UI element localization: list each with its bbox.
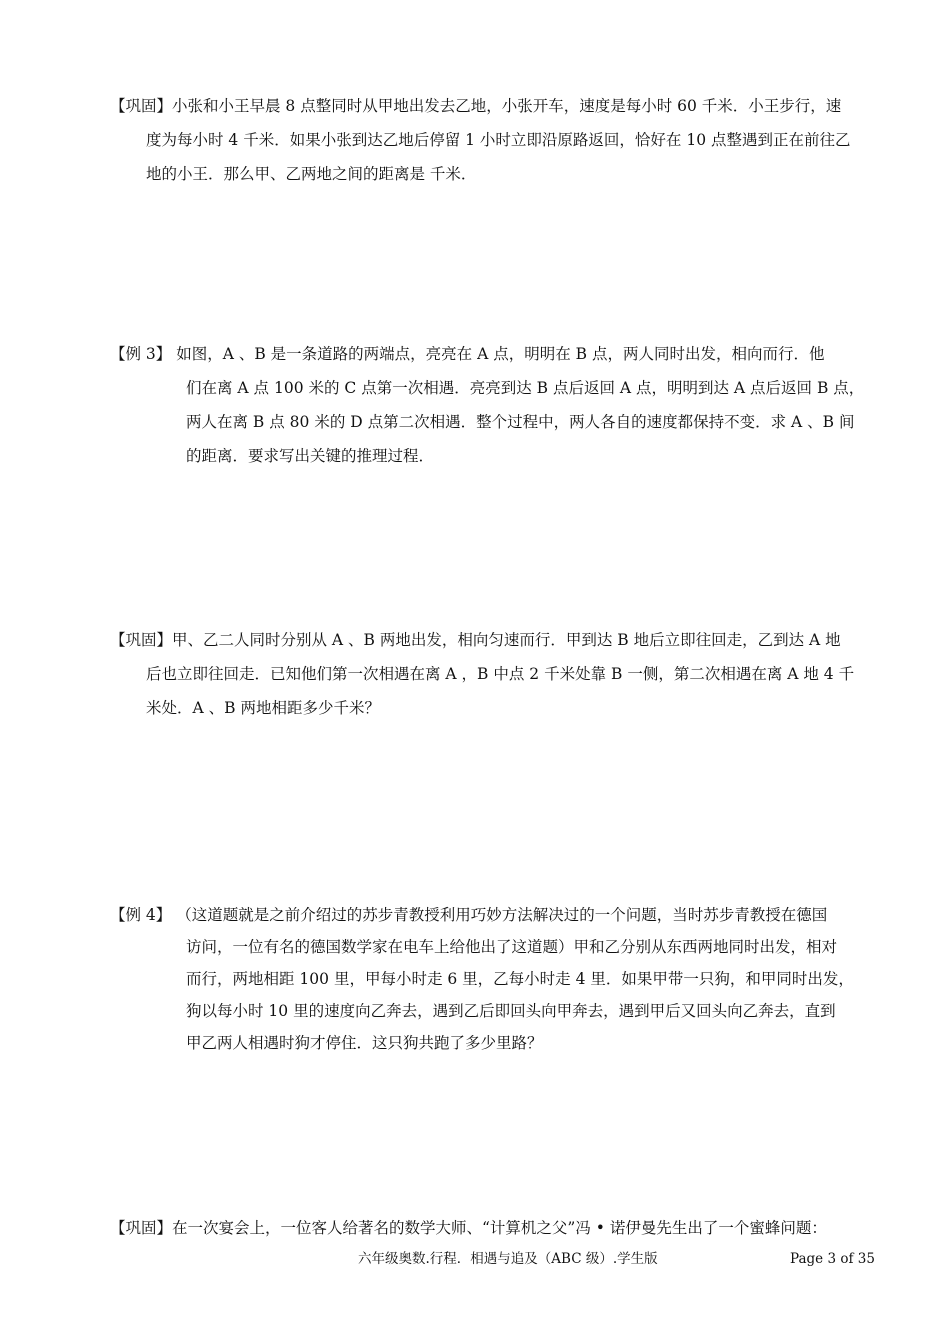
text-line: 而行，两地相距 100 里，甲每小时走 6 里，乙每小时走 4 里．如果甲带一只狗，和甲同时出发， (186, 970, 854, 988)
text-line: 度为每小时 4 千米．如果小张到达乙地后停留 1 小时立即沿原路返回，恰好在 10 点整遇到正在前往乙 (146, 131, 851, 149)
text-line: 【例 4】 （这道题就是之前介绍过的苏步青教授利用巧妙方法解决过的一个问题，当时苏步青教授在德国 (110, 906, 828, 924)
text-line: 狗以每小时 10 里的速度向乙奔去，遇到乙后即回头向甲奔去，遇到甲后又回头向乙奔去，直到 (186, 1002, 836, 1020)
text-line: 地的小王．那么甲、乙两地之间的距离是 千米． (146, 165, 477, 183)
text-line: 们在离 A 点 100 米的 C 点第一次相遇．亮亮到达 B 点后返回 A 点，明明到达 A 点后返回 B 点， (186, 379, 865, 397)
text-line: 访问，一位有名的德国数学家在电车上给他出了这道题）甲和乙分别从东西两地同时出发，相对 (186, 938, 838, 956)
text-line: 【巩固】小张和小王早晨 8 点整同时从甲地出发去乙地，小张开车，速度是每小时 60 千米．小王步行，速 (110, 97, 842, 115)
text-line: 两人在离 B 点 80 米的 D 点第二次相遇．整个过程中，两人各自的速度都保持不变．求 A 、B 间 (186, 413, 855, 431)
text-line: 后也立即往回走．已知他们第一次相遇在离 A ，B 中点 2 千米处靠 B 一侧，第二次相遇在离 A 地 4 千 (146, 665, 855, 683)
text-line: 【巩固】在一次宴会上，一位客人给著名的数学大师、“计算机之父”冯 • 诺伊曼先生出了一个蜜蜂问题： (110, 1219, 827, 1237)
footer-title: 六年级奥数.行程．相遇与追及（ABC 级）.学生版 (358, 1251, 658, 1267)
text-line: 的距离．要求写出关键的推理过程． (186, 447, 435, 465)
footer-page-number: Page 3 of 35 (790, 1251, 875, 1267)
text-line: 【例 3】 如图，A 、B 是一条道路的两端点，亮亮在 A 点，明明在 B 点，两人同时出发，相向而行．他 (110, 345, 825, 363)
text-line: 米处．A 、B 两地相距多少千米？ (146, 699, 380, 717)
text-line: 甲乙两人相遇时狗才停住．这只狗共跑了多少里路？ (186, 1034, 543, 1052)
text-line: 【巩固】甲、乙二人同时分别从 A 、B 两地出发，相向匀速而行．甲到达 B 地后立即往回走，乙到达 A 地 (110, 631, 841, 649)
